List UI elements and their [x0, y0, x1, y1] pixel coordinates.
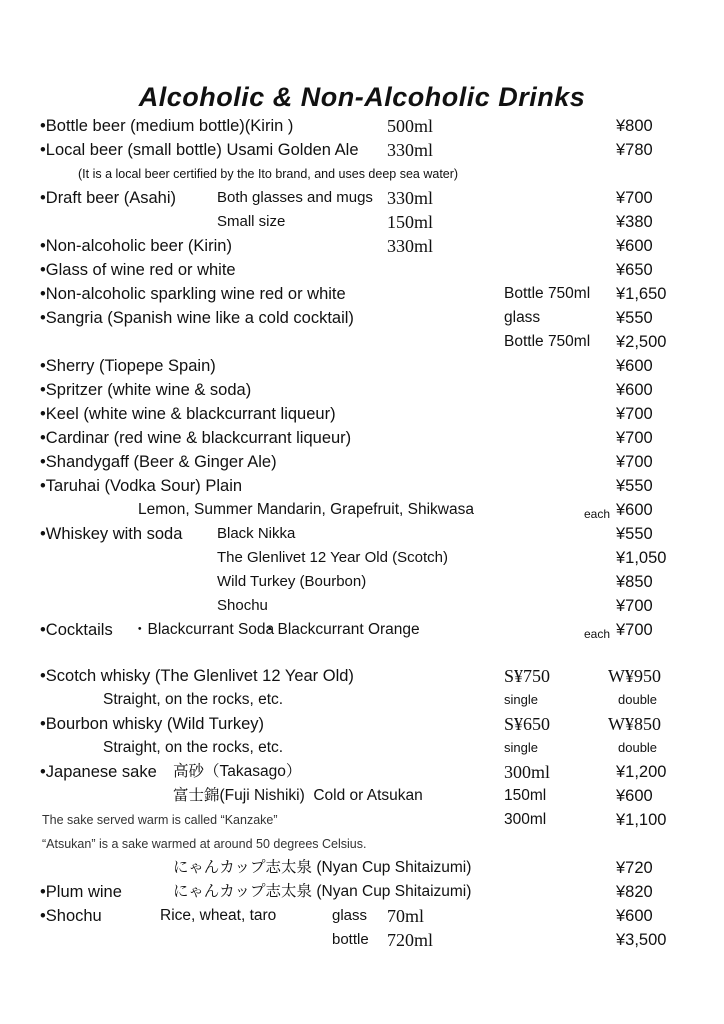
- menu-row: [0, 928, 724, 952]
- item-note: (It is a local beer certified by the Ito brand, and uses deep sea water): [78, 167, 459, 181]
- volume: 70ml: [387, 906, 425, 926]
- menu-row: [0, 306, 724, 330]
- serving-style: Straight, on the rocks, etc.: [103, 691, 284, 708]
- price: ¥780: [616, 141, 653, 159]
- menu-row: [0, 856, 724, 880]
- japanese-name: 高砂（Takasago）: [173, 763, 302, 780]
- serving-option: Small size: [217, 213, 286, 230]
- menu-row: [0, 114, 724, 138]
- price: ¥600: [616, 237, 653, 255]
- double-label: double: [618, 692, 658, 707]
- price: ¥700: [616, 429, 653, 447]
- item-name: •Shandygaff (Beer & Ginger Ale): [40, 453, 277, 471]
- price: ¥600: [616, 501, 653, 519]
- menu-row: [0, 258, 724, 282]
- menu-row: [0, 880, 724, 904]
- item-name: •Draft beer (Asahi): [40, 189, 176, 207]
- item-name: •Sangria (Spanish wine like a cold cocktail): [40, 309, 354, 327]
- volume: 500ml: [387, 116, 434, 136]
- item-name: •Non-alcoholic beer (Kirin): [40, 237, 232, 255]
- price: ¥550: [616, 309, 653, 327]
- price: ¥700: [616, 189, 653, 207]
- price: ¥1,650: [616, 285, 667, 303]
- menu-row: [0, 162, 724, 186]
- item-name: •Japanese sake: [40, 763, 157, 781]
- size-label: glass: [504, 309, 541, 326]
- menu-row: [0, 664, 724, 688]
- menu-row: [0, 808, 724, 832]
- menu-row: [0, 904, 724, 928]
- menu-row: [0, 330, 724, 354]
- single-label: single: [504, 692, 538, 707]
- menu-row: [0, 450, 724, 474]
- size-label: Bottle 750ml: [504, 333, 591, 350]
- volume: 300ml: [504, 762, 551, 782]
- menu-row: [0, 474, 724, 498]
- menu-row: [0, 354, 724, 378]
- menu-row: [0, 712, 724, 736]
- brand-option: Wild Turkey (Bourbon): [217, 573, 367, 590]
- item-name: •Cocktails: [40, 621, 113, 639]
- item-name: •Plum wine: [40, 883, 122, 901]
- price: ¥700: [616, 405, 653, 423]
- menu-row: [0, 618, 724, 642]
- double-price: W¥950: [608, 666, 661, 686]
- menu-row: [0, 688, 724, 712]
- price: ¥1,200: [616, 763, 667, 781]
- menu-row: [0, 760, 724, 784]
- single-price: S¥650: [504, 714, 551, 734]
- price: ¥850: [616, 573, 653, 591]
- brand-option: Shochu: [217, 597, 268, 614]
- menu-row: [0, 138, 724, 162]
- menu-row: [0, 186, 724, 210]
- menu-row: [0, 736, 724, 760]
- volume: 150ml: [387, 212, 434, 232]
- menu-row: [0, 402, 724, 426]
- price: ¥600: [616, 787, 653, 805]
- price: ¥1,100: [616, 811, 667, 829]
- price: ¥600: [616, 907, 653, 925]
- menu-row: [0, 522, 724, 546]
- brand-option: The Glenlivet 12 Year Old (Scotch): [217, 549, 448, 566]
- single-price: S¥750: [504, 666, 551, 686]
- variety-list: Rice, wheat, taro: [160, 907, 277, 924]
- item-name: •Scotch whisky (The Glenlivet 12 Year Old): [40, 667, 354, 685]
- menu-row: [0, 832, 724, 856]
- price: ¥700: [616, 453, 653, 471]
- price: ¥650: [616, 261, 653, 279]
- volume: 330ml: [387, 140, 434, 160]
- price: ¥550: [616, 525, 653, 543]
- menu-list: [0, 114, 724, 952]
- price: ¥1,050: [616, 549, 667, 567]
- brand-option: Black Nikka: [217, 525, 296, 542]
- japanese-name: にゃんカップ志太泉 (Nyan Cup Shitaizumi): [173, 883, 472, 900]
- price: ¥700: [616, 621, 653, 639]
- price: ¥820: [616, 883, 653, 901]
- small-note: “Atsukan” is a sake warmed at around 50 degrees Celsius.: [42, 837, 367, 851]
- item-name: •Glass of wine red or white: [40, 261, 236, 279]
- price: ¥720: [616, 859, 653, 877]
- page-title: Alcoholic & Non-Alcoholic Drinks: [138, 82, 586, 113]
- item-name: •Spritzer (white wine & soda): [40, 381, 252, 399]
- menu-row: [0, 378, 724, 402]
- japanese-name: 富士錦(Fuji Nishiki) Cold or Atsukan: [173, 787, 423, 804]
- price: ¥800: [616, 117, 653, 135]
- menu-row: [0, 498, 724, 522]
- menu-row: [0, 546, 724, 570]
- price: ¥2,500: [616, 333, 667, 351]
- each-label: each: [583, 627, 610, 641]
- serving-vessel: bottle: [332, 931, 369, 948]
- size-label: Bottle 750ml: [504, 285, 591, 302]
- price: ¥700: [616, 597, 653, 615]
- item-name: •Local beer (small bottle) Usami Golden Ale: [40, 141, 359, 159]
- double-label: double: [618, 740, 658, 755]
- item-name: •Whiskey with soda: [40, 525, 183, 543]
- price: ¥600: [616, 357, 653, 375]
- item-name: •Sherry (Tiopepe Spain): [40, 357, 216, 375]
- small-note: The sake served warm is called “Kanzake”: [42, 813, 278, 827]
- menu-row: [0, 210, 724, 234]
- menu-row: [0, 570, 724, 594]
- volume: 330ml: [387, 236, 434, 256]
- volume: 720ml: [387, 930, 434, 950]
- double-price: W¥850: [608, 714, 661, 734]
- menu-row: [0, 784, 724, 808]
- flavor-list: Lemon, Summer Mandarin, Grapefruit, Shikwasa: [138, 501, 474, 518]
- each-label: each: [583, 507, 610, 521]
- menu-row: [0, 234, 724, 258]
- cocktail-option: ・Blackcurrant Orange: [262, 621, 420, 638]
- price: ¥380: [616, 213, 653, 231]
- menu-row: [0, 594, 724, 618]
- price: ¥550: [616, 477, 653, 495]
- item-name: •Non-alcoholic sparkling wine red or white: [40, 285, 346, 303]
- japanese-name: にゃんカップ志太泉 (Nyan Cup Shitaizumi): [173, 859, 472, 876]
- serving-option: Both glasses and mugs: [217, 189, 373, 206]
- item-name: •Bourbon whisky (Wild Turkey): [40, 715, 265, 733]
- volume: 300ml: [504, 811, 547, 828]
- item-name: •Shochu: [40, 907, 102, 925]
- item-name: •Taruhai (Vodka Sour) Plain: [40, 477, 243, 495]
- volume: 330ml: [387, 188, 434, 208]
- section-gap: [0, 642, 724, 664]
- price: ¥3,500: [616, 931, 667, 949]
- item-name: •Keel (white wine & blackcurrant liqueur): [40, 405, 336, 423]
- serving-style: Straight, on the rocks, etc.: [103, 739, 284, 756]
- item-name: •Cardinar (red wine & blackcurrant liqueur): [40, 429, 352, 447]
- single-label: single: [504, 740, 538, 755]
- serving-vessel: glass: [332, 907, 368, 924]
- menu-row: [0, 426, 724, 450]
- item-name: •Bottle beer (medium bottle)(Kirin ): [40, 117, 294, 135]
- volume: 150ml: [504, 787, 547, 804]
- cocktail-option: ・Blackcurrant Soda: [132, 621, 275, 638]
- price: ¥600: [616, 381, 653, 399]
- menu-row: [0, 282, 724, 306]
